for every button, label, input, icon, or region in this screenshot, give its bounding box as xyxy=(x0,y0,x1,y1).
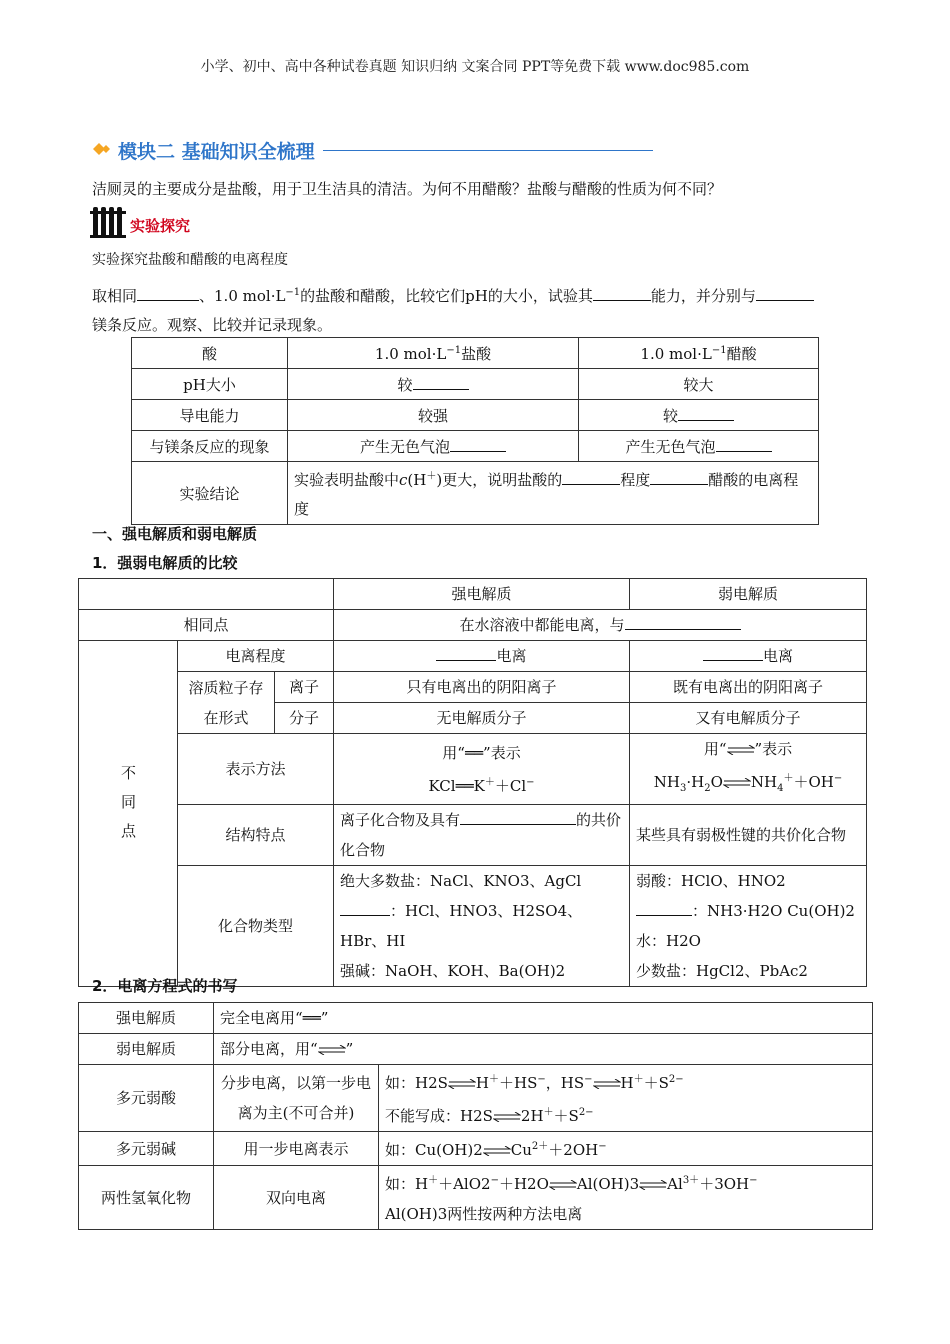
section-heading: 一、强电解质和弱电解质 xyxy=(92,525,258,543)
module-title: 模块二 基础知识全梳理 xyxy=(118,141,315,163)
diamond-icon xyxy=(92,141,114,160)
reversible-arrow-icon xyxy=(318,1045,346,1055)
lab-heading xyxy=(90,207,190,243)
lab-subtitle: 实验探究盐酸和醋酸的电离程度 xyxy=(92,252,288,268)
table-row: 多元弱酸 分步电离，以第一步电离为主(不可合并) 如：H2S H＋＋HS−，HS− $H^++S^{2-}$ 不能写成：H2S $2H^++S^{2-}$ xyxy=(79,1065,873,1132)
experiment-table xyxy=(131,337,819,525)
module-heading xyxy=(92,137,653,164)
table-row: 分子 无电解质分子 又有电解质分子 xyxy=(79,703,867,734)
equation-table xyxy=(78,1002,873,1230)
section-heading: 2．电离方程式的书写 xyxy=(92,977,238,995)
table-row: 导电能力 较强 较 xyxy=(132,400,819,431)
table-row: 结构特点 离子化合物及具有 的共价化合物 某些具有弱极性键的共价化合物 xyxy=(79,805,867,866)
table-row: pH大小 较 较大 xyxy=(132,369,819,400)
table-row: 表示方法 用“══”表示 KCl══K＋＋Cl− 用“ ”表示 $NH_3\cdot H_2O$ $NH_4^++OH^-$ xyxy=(79,734,867,805)
header-banner: 小学、初中、高中各种试卷真题 知识归纳 文案合同 PPT等免费下载 www.doc985.com xyxy=(200,59,750,75)
table-row: 弱电解质 部分电离，用“ ” xyxy=(79,1034,873,1065)
table-row: 多元弱碱 用一步电离表示 如：Cu(OH)2 $Cu^{2+}+2OH^-$ xyxy=(79,1132,873,1166)
module-rule xyxy=(323,150,653,151)
table-row: 强电解质 完全电离用“══” xyxy=(79,1003,873,1034)
lab-badge: 实验探究 xyxy=(130,216,191,235)
comparison-table: 强电解质 弱电解质 相同点 在水溶液中都能电离，与 不同点 电离程度 电离 电离 溶质粒子存在形式 离子 只有电离出的阴阳离子 既有电离出的阴阳离子 分子 无电解质分子 又有电解质分子 表示方法 用“══”表示 KCl══K＋＋Cl− 用“ ”表示 $NH_3\cdot H_2O$ $NH_4^++OH^-$ 结构特点 离子化合物及具有 的共价化合物 某些具有弱极性键的共价化合物 化合物类型 绝大多数盐：NaCl、KNO3、AgCl ：HCl、HNO3、H2SO4、HBr、HI 强碱：NaOH、KOH、Ba(OH)2 弱酸：HClO、HNO2 ：NH3·H2O Cu(OH)2 水：H2O 少数盐：HgCl2、PbAc2 xyxy=(78,578,867,987)
table-row: 实验结论 实验表明盐酸中c(H＋)更大，说明盐酸的 程度 醋酸的电离程度 xyxy=(132,462,819,525)
reversible-arrow-icon xyxy=(723,778,751,788)
section-heading: 1．强弱电解质的比较 xyxy=(92,554,238,572)
table-row: 不同点 电离程度 电离 电离 xyxy=(79,641,867,672)
table-header: 1.0 $mol\cdot L^{-1}$醋酸 xyxy=(579,338,819,369)
table-header: 酸 xyxy=(132,338,288,369)
table-row: 溶质粒子存在形式 离子 只有电离出的阴阳离子 既有电离出的阴阳离子 xyxy=(79,672,867,703)
test-tube-icon xyxy=(90,207,126,243)
intro-text: 洁厕灵的主要成分是盐酸，用于卫生洁具的清洁。为何不用醋酸？盐酸与醋酸的性质为何不同？ xyxy=(92,180,723,198)
table-header: 1.0 $mol\cdot L^{-1}$盐酸 xyxy=(288,338,579,369)
table-row: 相同点 在水溶液中都能电离，与 xyxy=(79,610,867,641)
procedure-text: 取相同 、1.0 $mol\cdot L^{-1}$的盐酸和醋酸，比较它们pH的大小，试验其 能力，并分别与 镁条反应。观察、比较并记录现象。 xyxy=(92,278,872,340)
table-row: 与镁条反应的现象 产生无色气泡 产生无色气泡 xyxy=(132,431,819,462)
table-row: 两性氢氧化物 双向电离 如：H＋＋AlO2−＋H2O Al(OH)3 $Al^{3+}+3OH^-$ Al(OH)3两性按两种方法电离 xyxy=(79,1166,873,1230)
table-row: 化合物类型 绝大多数盐：NaCl、KNO3、AgCl ：HCl、HNO3、H2SO4、HBr、HI 强碱：NaOH、KOH、Ba(OH)2 弱酸：HClO、HNO2 ：NH3·H2O Cu(OH)2 水：H2O 少数盐：HgCl2、PbAc2 xyxy=(79,866,867,987)
reversible-arrow-icon xyxy=(727,745,755,755)
